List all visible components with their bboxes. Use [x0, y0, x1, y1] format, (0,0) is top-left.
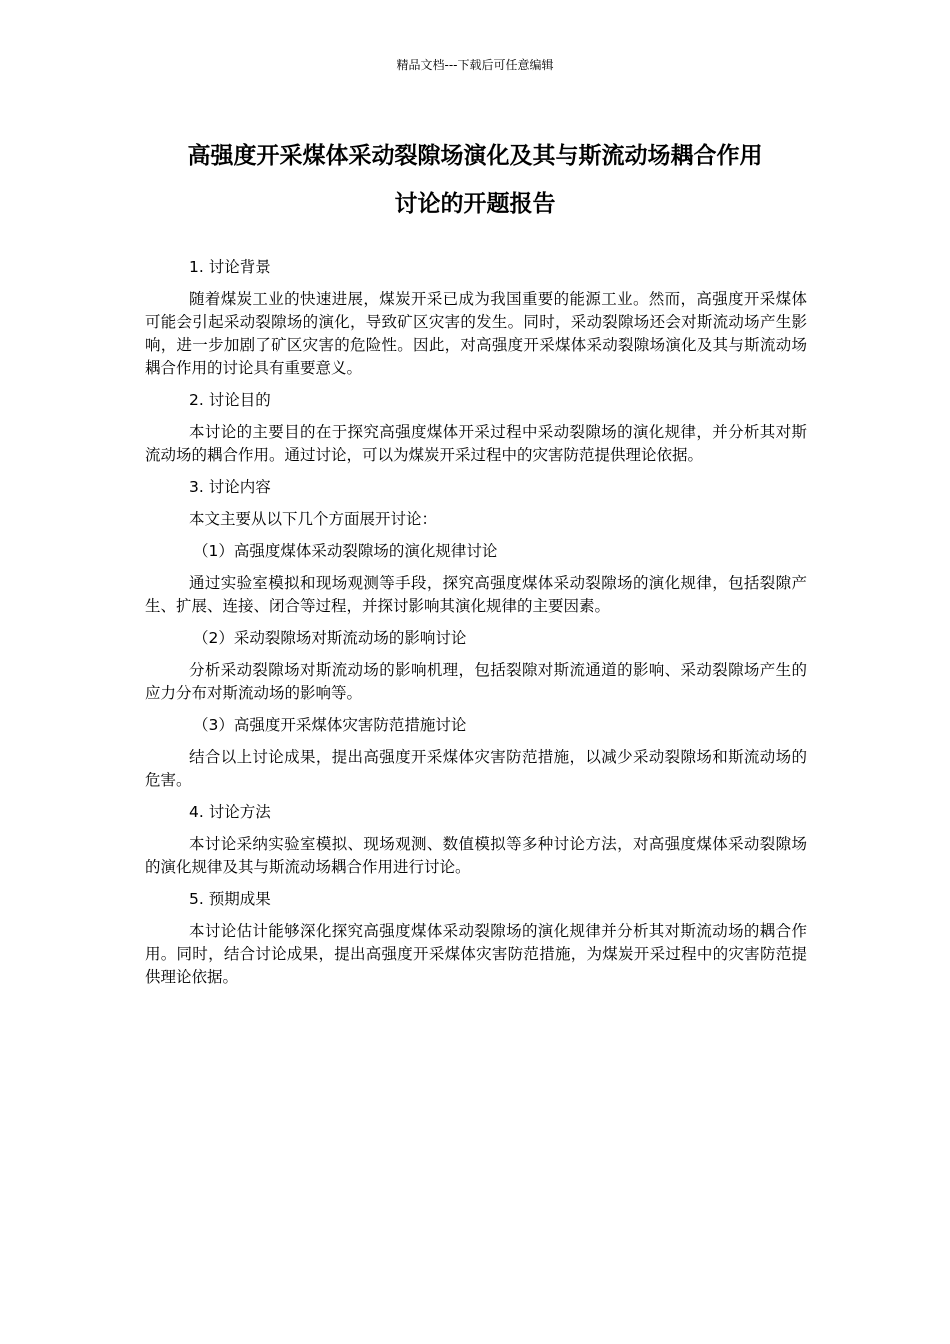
section-heading-content: 3. 讨论内容: [189, 478, 271, 496]
section-heading-method: 4. 讨论方法: [189, 803, 271, 821]
document-body: [145, 256, 807, 998]
section-paragraph-method: 本讨论采纳实验室模拟、现场观测、数值模拟等多种讨论方法，对高强度煤体采动裂隙场的演化规律及其与斯流动场耦合作用进行讨论。: [145, 835, 807, 876]
subsection-heading-1: （1）高强度煤体采动裂隙场的演化规律讨论: [193, 542, 498, 560]
document-title-line-1: 高强度开采煤体采动裂隙场演化及其与斯流动场耦合作用: [187, 143, 763, 169]
subsection-heading-2: （2）采动裂隙场对斯流动场的影响讨论: [193, 629, 467, 647]
section-paragraph-background: 随着煤炭工业的快速进展，煤炭开采已成为我国重要的能源工业。然而，高强度开采煤体可能会引起采动裂隙场的演化，导致矿区灾害的发生。同时，采动裂隙场还会对斯流动场产生影响，进一步加剧了矿区灾害的危险性。因此，对高强度开采煤体采动裂隙场演化及其与斯流动场耦合作用的讨论具有重要意义。: [145, 290, 807, 377]
section-heading-expected-results: 5. 预期成果: [189, 890, 271, 908]
section-paragraph-content-intro: 本文主要从以下几个方面展开讨论：: [189, 510, 438, 528]
page-header: 精品文档---下载后可任意编辑: [396, 58, 554, 72]
section-paragraph-expected-results: 本讨论估计能够深化探究高强度煤体采动裂隙场的演化规律并分析其对斯流动场的耦合作用。同时，结合讨论成果，提出高强度开采煤体灾害防范措施，为煤炭开采过程中的灾害防范提供理论依据。: [145, 922, 807, 986]
subsection-paragraph-1: 通过实验室模拟和现场观测等手段，探究高强度煤体采动裂隙场的演化规律，包括裂隙产生、扩展、连接、闭合等过程，并探讨影响其演化规律的主要因素。: [145, 574, 807, 615]
section-heading-background: 1. 讨论背景: [189, 258, 271, 276]
section-heading-purpose: 2. 讨论目的: [189, 391, 271, 409]
section-paragraph-purpose: 本讨论的主要目的在于探究高强度煤体开采过程中采动裂隙场的演化规律，并分析其对斯流动场的耦合作用。通过讨论，可以为煤炭开采过程中的灾害防范提供理论依据。: [145, 423, 807, 464]
subsection-heading-3: （3）高强度开采煤体灾害防范措施讨论: [193, 716, 467, 734]
document-title: [145, 132, 805, 228]
document-title-line-2: 讨论的开题报告: [394, 191, 556, 217]
subsection-paragraph-3: 结合以上讨论成果，提出高强度开采煤体灾害防范措施，以减少采动裂隙场和斯流动场的危害。: [145, 748, 807, 789]
subsection-paragraph-2: 分析采动裂隙场对斯流动场的影响机理，包括裂隙对斯流通道的影响、采动裂隙场产生的应力分布对斯流动场的影响等。: [145, 661, 807, 702]
